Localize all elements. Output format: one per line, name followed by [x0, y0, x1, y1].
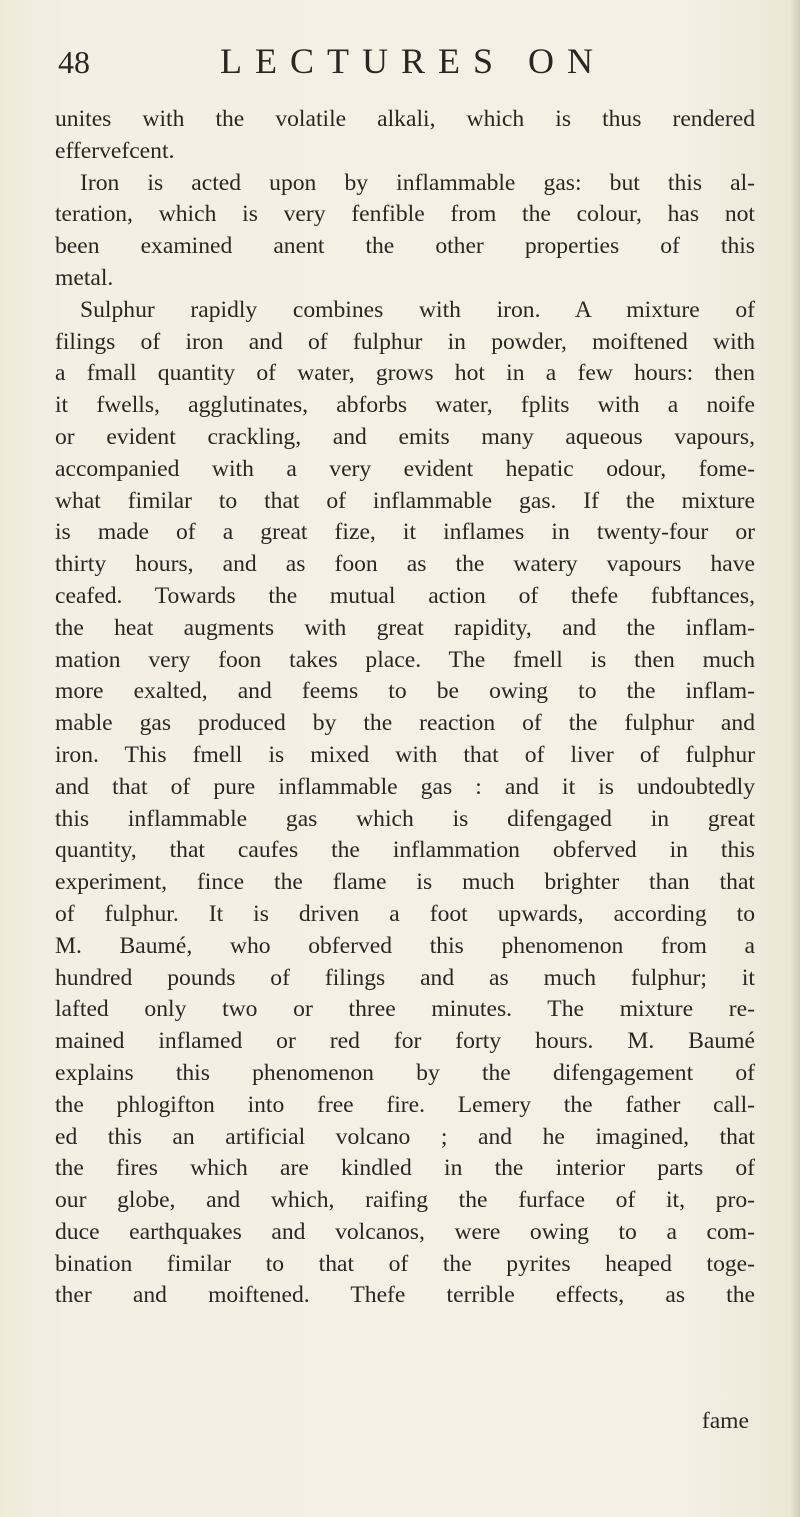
catchword: fame — [701, 1408, 749, 1434]
text-line: of fulphur. It is driven a foot upwards, according to — [55, 900, 755, 927]
text-line: unites with the volatile alkali, which is thus rendered — [55, 106, 755, 132]
text-line: effervefcent. — [55, 137, 175, 164]
text-line: iron. This fmell is mixed with that of liver of fulphur — [55, 741, 755, 768]
text-line: bination fimilar to that of the pyrites heaped toge- — [55, 1250, 755, 1277]
text-line: mable gas produced by the reaction of the fulphur and — [55, 710, 755, 737]
text-line: is made of a great fize, it inflames in twenty-four or — [55, 519, 755, 546]
text-line: M. Baumé, who obferved this phenomenon from a — [55, 932, 755, 959]
text-line: thirty hours, and as foon as the watery vapours have — [55, 551, 755, 578]
page-edge-shadow — [790, 0, 800, 1517]
body-text — [55, 104, 755, 1312]
text-line: been examined anent the other properties of this — [55, 233, 755, 260]
text-line: ceafed. Towards the mutual action of thefe fubftances, — [55, 582, 755, 609]
text-line: ed this an artificial volcano ; and he imagined, that — [55, 1123, 755, 1150]
page-number: 48 — [58, 44, 90, 80]
text-line: mained inflamed or red for forty hours. M. Baumé — [55, 1028, 755, 1055]
text-line: our globe, and which, raifing the furface of it, pro- — [55, 1187, 755, 1214]
text-line: it fwells, agglutinates, abforbs water, fplits with a noife — [55, 392, 755, 419]
text-line: quantity, that caufes the inflammation obferved in this — [55, 837, 755, 864]
text-line: a fmall quantity of water, grows hot in a few hours: then — [55, 360, 755, 387]
text-line: the phlogifton into free fire. Lemery the father call- — [55, 1091, 755, 1118]
text-line: teration, which is very fenfible from the colour, has not — [55, 201, 755, 228]
text-line: ther and moiftened. Thefe terrible effects, as the — [55, 1282, 755, 1309]
text-line: this inflammable gas which is difengaged in great — [55, 805, 755, 832]
text-line: metal. — [55, 264, 114, 291]
page-header — [58, 40, 778, 90]
text-line: and that of pure inflammable gas : and it is undoubtedly — [55, 773, 755, 800]
text-line: explains this phenomenon by the difengagement of — [55, 1059, 755, 1086]
text-line: hundred pounds of filings and as much fulphur; it — [55, 964, 755, 991]
text-line: experiment, fince the flame is much brighter than that — [55, 869, 755, 896]
text-line: or evident crackling, and emits many aqueous vapours, — [55, 423, 755, 450]
text-line: lafted only two or three minutes. The mixture re- — [55, 996, 755, 1023]
text-line: Iron is acted upon by inflammable gas: but this al- — [80, 169, 755, 196]
text-line: mation very foon takes place. The fmell is then much — [55, 646, 755, 673]
text-line: Sulphur rapidly combines with iron. A mixture of — [80, 296, 755, 323]
text-line: the fires which are kindled in the interior parts of — [55, 1155, 755, 1182]
text-line: more exalted, and feems to be owing to the inflam- — [55, 678, 755, 705]
text-line: what fimilar to that of inflammable gas. If the mixture — [55, 487, 755, 514]
text-line: accompanied with a very evident hepatic odour, fome- — [55, 455, 755, 482]
text-line: the heat augments with great rapidity, and the inflam- — [55, 614, 755, 641]
text-line: duce earthquakes and volcanos, were owing to a com- — [55, 1218, 755, 1245]
text-line: filings of iron and of fulphur in powder, moiftened with — [55, 328, 755, 355]
running-head: LECTURES ON — [220, 41, 606, 81]
